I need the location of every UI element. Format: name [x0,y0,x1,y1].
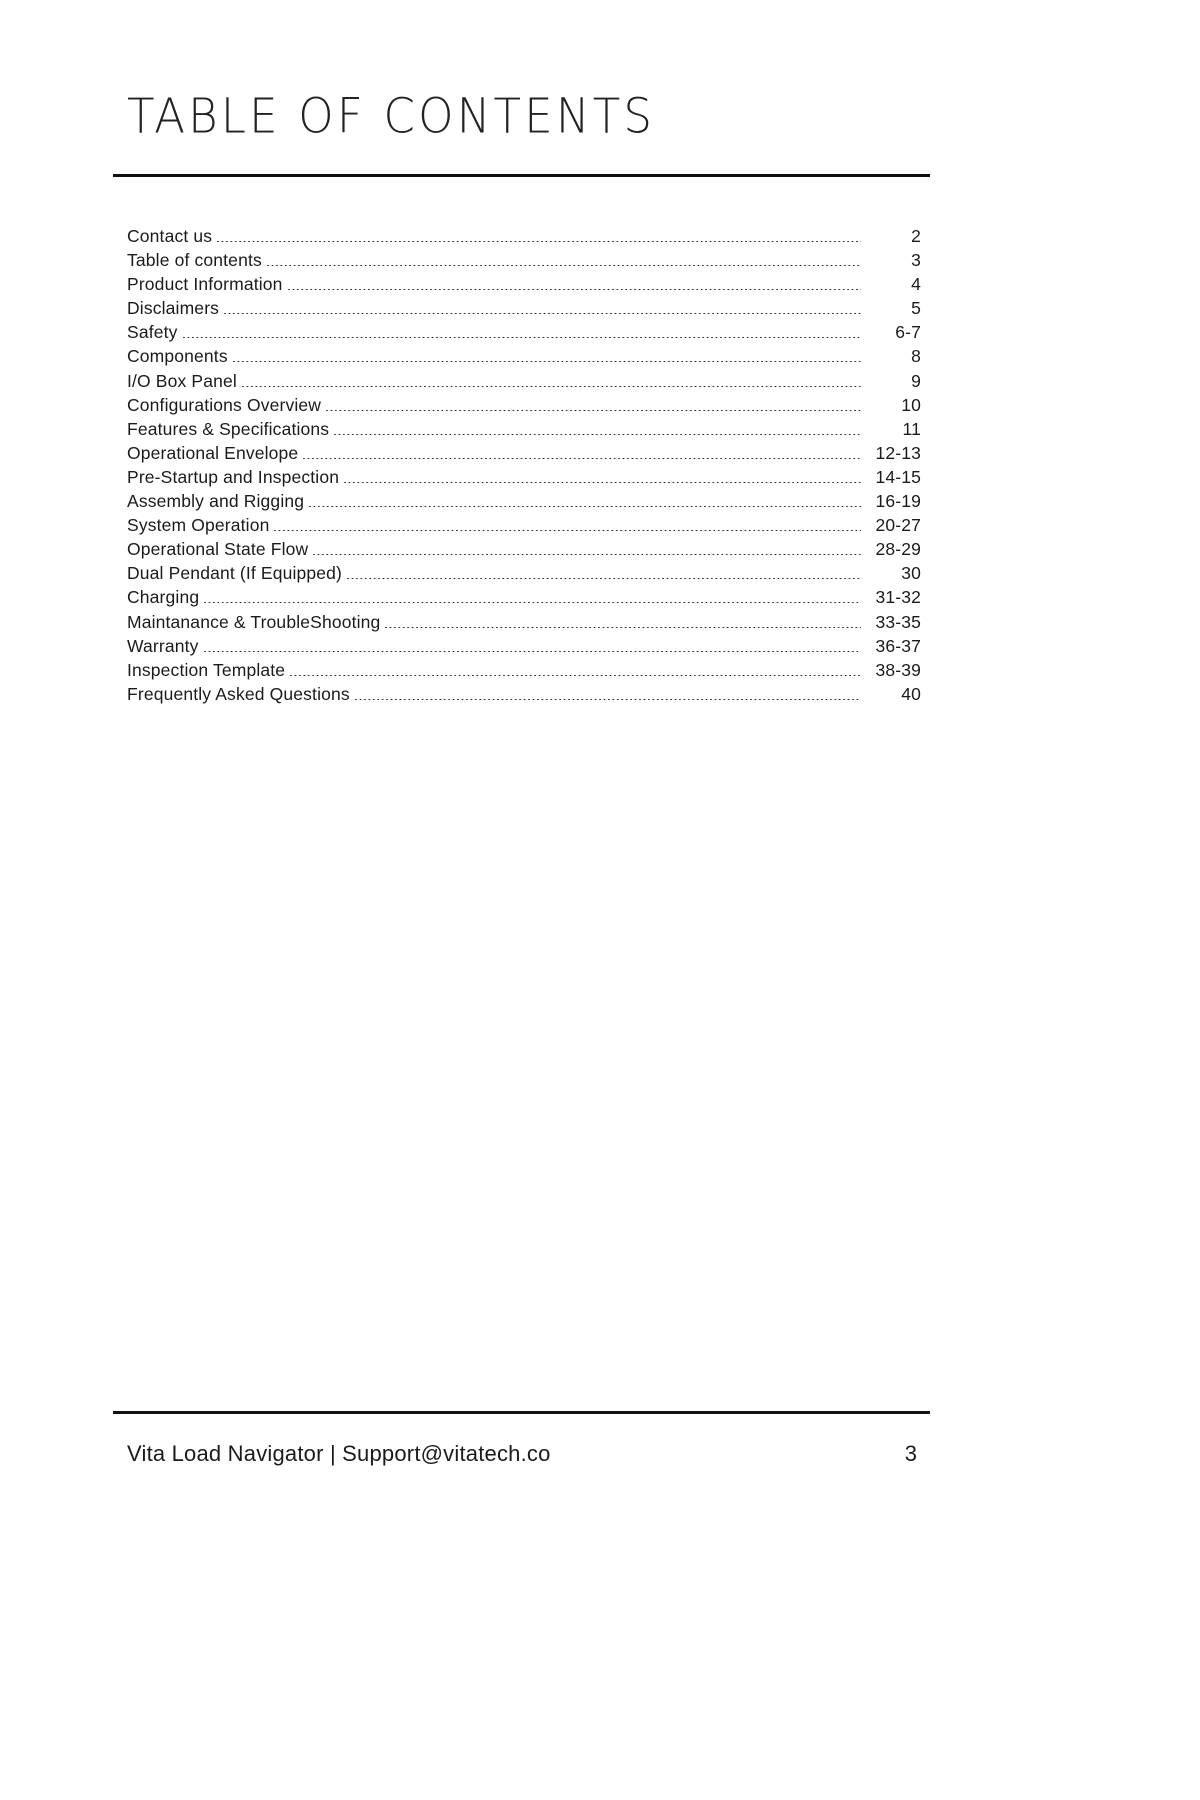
footer-divider [113,1411,930,1414]
toc-entry[interactable] [127,371,921,395]
toc-entry[interactable] [127,587,921,611]
toc-leader-dots [309,506,861,507]
toc-entry[interactable] [127,467,921,491]
toc-entry-label: System Operation [127,515,270,536]
toc-entry-label: Contact us [127,226,213,246]
toc-entry[interactable] [127,419,921,443]
toc-entry[interactable] [127,636,921,660]
toc-entry[interactable] [127,563,921,587]
toc-entry-page-number: 16-19 [875,491,921,512]
toc-leader-dots [204,602,861,603]
footer-contact-text: Vita Load Navigator | Support@vitatech.co [127,1441,551,1466]
toc-entry-page-number: 31-32 [875,587,921,608]
toc-leader-dots [274,530,861,531]
table-of-contents-list [127,226,921,708]
page-footer [127,1441,917,1467]
toc-entry-page-number: 11 [902,418,921,439]
toc-entry[interactable] [127,515,921,539]
toc-entry-page-number: 6-7 [895,322,921,343]
toc-entry-label: Configurations Overview [127,394,322,415]
toc-leader-dots [313,554,861,555]
toc-entry-page-number: 5 [911,298,921,319]
toc-entry[interactable] [127,322,921,346]
toc-entry-label: Warranty [127,635,199,656]
toc-leader-dots [288,289,861,290]
toc-entry-page-number: 8 [911,346,921,367]
toc-leader-dots [385,627,861,628]
toc-entry-label: Maintanance & TroubleShooting [127,611,381,632]
toc-entry-page-number: 9 [911,370,921,391]
toc-entry-page-number: 4 [911,274,921,295]
toc-entry-page-number: 38-39 [875,659,921,680]
toc-leader-dots [233,361,861,362]
toc-entry-label: Assembly and Rigging [127,491,305,512]
toc-entry[interactable] [127,298,921,322]
toc-entry-page-number: 3 [911,250,921,271]
toc-leader-dots [224,313,861,314]
toc-entry-label: Features & Specifications [127,418,330,439]
toc-entry[interactable] [127,250,921,274]
toc-entry[interactable] [127,491,921,515]
toc-entry[interactable] [127,443,921,467]
toc-entry-label: Charging [127,587,200,608]
toc-entry-page-number: 2 [911,226,921,246]
toc-entry[interactable] [127,226,921,250]
toc-entry-label: Product Information [127,274,283,295]
toc-entry-label: Safety [127,322,178,343]
footer-page-number: 3 [904,1441,917,1466]
toc-entry[interactable] [127,684,921,708]
toc-entry[interactable] [127,395,921,419]
toc-entry-page-number: 40 [901,683,921,704]
toc-entry-label: Dual Pendant (If Equipped) [127,563,343,584]
toc-entry-label: Inspection Template [127,659,286,680]
toc-entry-page-number: 12-13 [875,442,921,463]
toc-leader-dots [204,651,861,652]
toc-leader-dots [303,458,861,459]
toc-leader-dots [242,386,861,387]
toc-entry-label: Table of contents [127,250,262,271]
toc-leader-dots [183,337,861,338]
toc-entry-page-number: 28-29 [875,539,921,560]
toc-entry-page-number: 30 [901,563,921,584]
toc-entry-page-number: 36-37 [875,635,921,656]
toc-entry-label: Operational Envelope [127,442,299,463]
toc-entry-page-number: 33-35 [875,611,921,632]
toc-entry-label: Operational State Flow [127,539,309,560]
toc-leader-dots [267,265,861,266]
toc-entry-label: Disclaimers [127,298,220,319]
toc-leader-dots [355,699,861,700]
toc-leader-dots [344,482,861,483]
title-divider [113,174,930,177]
toc-entry-page-number: 10 [901,394,921,415]
toc-entry[interactable] [127,539,921,563]
toc-entry-label: Components [127,346,228,367]
toc-entry-label: Pre-Startup and Inspection [127,466,340,487]
toc-leader-dots [347,578,861,579]
toc-entry-label: I/O Box Panel [127,370,237,391]
toc-entry[interactable] [127,274,921,298]
toc-leader-dots [217,241,861,242]
toc-leader-dots [326,410,861,411]
toc-leader-dots [290,675,861,676]
page-title: TABLE OF CONTENTS [127,88,656,145]
toc-entry-label: Frequently Asked Questions [127,683,350,704]
toc-entry[interactable] [127,612,921,636]
toc-leader-dots [334,434,861,435]
toc-entry[interactable] [127,346,921,370]
toc-entry-page-number: 20-27 [875,515,921,536]
toc-entry[interactable] [127,660,921,684]
toc-entry-page-number: 14-15 [875,466,921,487]
